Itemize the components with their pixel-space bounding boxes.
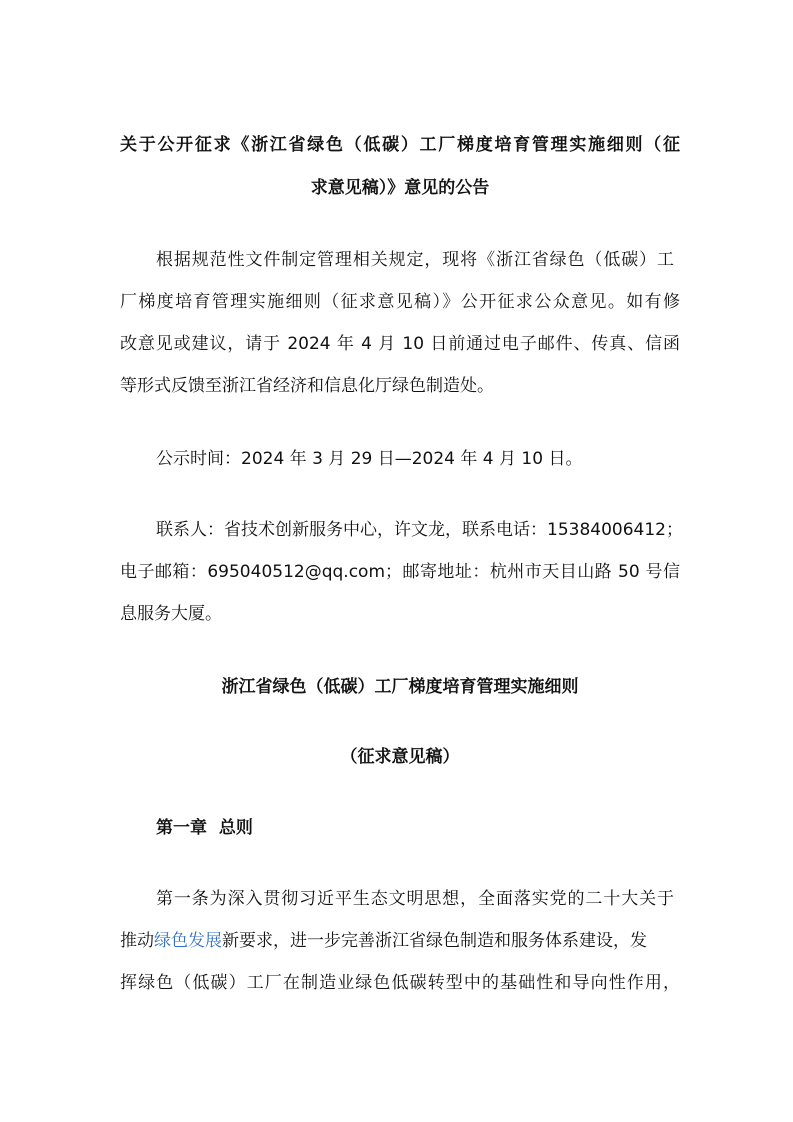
regulation-subtitle: （征求意见稿） <box>340 747 460 767</box>
contact-line-2: 电子邮箱：695040512@qq.com；邮寄地址：杭州市天目山路 50 号信 <box>120 562 680 582</box>
article-1-line-2-prefix: 推动 <box>120 931 154 951</box>
announcement-body-line-3: 改意见或建议，请于 2024 年 4 月 10 日前通过电子邮件、传真、信函 <box>120 334 680 354</box>
chapter-heading: 第一章 总则 <box>156 818 253 838</box>
regulation-title: 浙江省绿色（低碳）工厂梯度培育管理实施细则 <box>221 677 579 697</box>
article-1-line-3: 挥绿色（低碳）工厂在制造业绿色低碳转型中的基础性和导向性作用， <box>120 973 680 993</box>
announcement-body-line-2: 厂梯度培育管理实施细则（征求意见稿）》公开征求公众意见。如有修 <box>120 292 680 312</box>
announcement-body-line-1: 根据规范性文件制定管理相关规定，现将《浙江省绿色（低碳）工 <box>156 250 674 270</box>
announcement-title-line-2: 求意见稿）》意见的公告 <box>310 178 490 198</box>
publication-period: 公示时间：2024 年 3 月 29 日—2024 年 4 月 10 日。 <box>156 449 583 469</box>
contact-line-1: 联系人：省技术创新服务中心，许文龙，联系电话：15384006412； <box>156 520 683 540</box>
announcement-title-line-1: 关于公开征求《浙江省绿色（低碳）工厂梯度培育管理实施细则（征 <box>120 135 680 155</box>
contact-line-3: 息服务大厦。 <box>120 604 222 624</box>
green-development-link[interactable]: 绿色发展 <box>154 931 222 951</box>
article-1-line-2-suffix: 新要求，进一步完善浙江省绿色制造和服务体系建设，发 <box>222 931 647 951</box>
article-1-line-1: 第一条为深入贯彻习近平生态文明思想，全面落实党的二十大关于 <box>156 889 674 909</box>
article-1-line-2 <box>120 929 680 953</box>
announcement-body-line-4: 等形式反馈至浙江省经济和信息化厅绿色制造处。 <box>120 376 494 396</box>
